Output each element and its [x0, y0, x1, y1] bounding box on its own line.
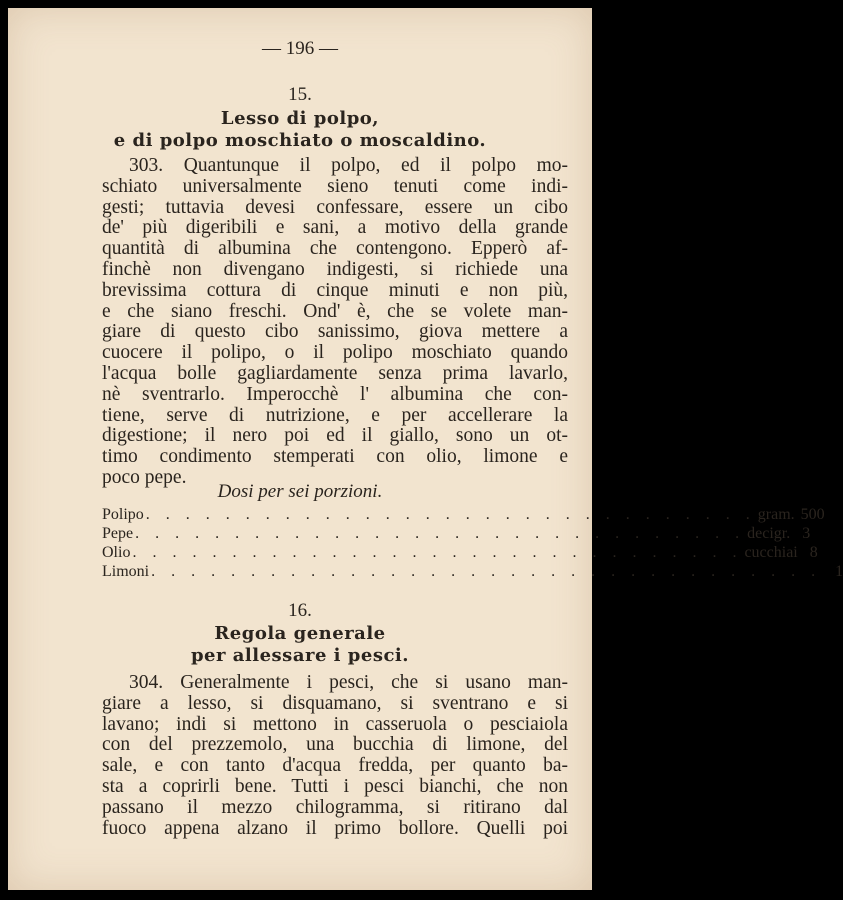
title-line: Lesso di polpo, [220, 108, 380, 129]
text-line: passano il mezzo chilogramma, si ritirano dal [102, 796, 568, 818]
text-line: sale, e con tanto d'acqua fredda, per quanto ba- [102, 755, 568, 777]
text-line: gesti; tuttavia devesi confessare, essere un cibo [102, 196, 568, 218]
text-line: de' più digeribili e sani, a motivo della grande [102, 217, 568, 239]
dose-row [102, 543, 818, 562]
dose-row [102, 505, 825, 524]
text-line: nè sventrarlo. Imperocchè l' albumina che con- [102, 383, 568, 405]
text-line: l'acqua bolle gagliardamente senza prima lavarlo, [102, 362, 568, 384]
text-line: con del prezzemolo, una bucchia di limone, del [102, 734, 568, 756]
section-title [8, 623, 592, 667]
dot-leader: . . . . . . . . . . . . . . . . . . . . . . . . . . . . . . . . . . [151, 563, 822, 580]
dose-row [102, 562, 843, 581]
dose-unit: cucchiai [744, 544, 798, 561]
dot-leader: . . . . . . . . . . . . . . . . . . . . . . . . . . . . . . . [132, 544, 743, 561]
text-line: 303. Quantunque il polpo, ed il polpo mo- [129, 155, 568, 176]
text-line: brevissima cottura di cinque minuti e non più, [102, 279, 568, 301]
section-number: 15. [288, 84, 312, 105]
text-line: finchè non divengano indigesti, si richiede una [102, 258, 568, 280]
text-line: e che siano freschi. Ond' è, che se volete man- [102, 300, 568, 322]
dose-quantity: 8 [809, 544, 818, 561]
text-line: quantità di albumina che contengono. Epperò af- [102, 238, 568, 260]
text-line: fuoco appena alzano il primo bollore. Quelli poi [102, 817, 568, 839]
text-line: timo condimento stemperati con olio, limone e [102, 446, 568, 468]
dose-item: Limoni [102, 563, 150, 580]
dose-item: Polipo [102, 506, 144, 523]
dot-leader: . . . . . . . . . . . . . . . . . . . . . . . . . . . . . . . [135, 525, 746, 542]
text-line: tiene, serve di nutrizione, e per accellerare la [102, 404, 568, 426]
section-number: 16. [288, 600, 312, 621]
dose-quantity: 500 [800, 506, 825, 523]
title-line: e di polpo moschiato o moscaldino. [113, 130, 487, 151]
text-line: schiato universalmente sieno tenuti come indi- [102, 175, 568, 197]
dose-quantity: 3 [802, 525, 811, 542]
dose-quantity: 1 [835, 563, 843, 580]
section-title [8, 108, 592, 152]
dose-unit: gram. [757, 506, 795, 523]
text-line: 304. Generalmente i pesci, che si usano man- [129, 672, 568, 693]
book-page [8, 8, 843, 890]
text-line: cuocere il polipo, o il polipo moschiato quando [102, 342, 568, 364]
title-line: per allessare i pesci. [190, 645, 410, 666]
doses-heading: Dosi per sei porzioni. [217, 481, 383, 502]
text-line: digestione; il nero poi ed il giallo, sono un ot- [102, 425, 568, 447]
text-line: poco pepe. [102, 466, 187, 488]
text-line: giare di questo cibo sanissimo, giova mettere a [102, 321, 568, 343]
dose-item: Pepe [102, 525, 134, 542]
recipe-paragraph-304 [102, 673, 568, 839]
dose-item: Olio [102, 544, 131, 561]
text-line: sta a coprirli bene. Tutti i pesci bianchi, che non [102, 775, 568, 797]
page-number: — 196 — [262, 38, 338, 59]
text-line: giare a lesso, si disquamano, si sventrano e si [102, 692, 568, 714]
dose-unit: decigr. [747, 525, 791, 542]
recipe-paragraph-303 [102, 156, 568, 489]
dot-leader: . . . . . . . . . . . . . . . . . . . . . . . . . . . . . . . [145, 506, 756, 523]
dose-row [102, 524, 811, 543]
title-line: Regola generale [214, 623, 386, 644]
text-line: lavano; indi si mettono in casseruola o pesciaiola [102, 713, 568, 735]
